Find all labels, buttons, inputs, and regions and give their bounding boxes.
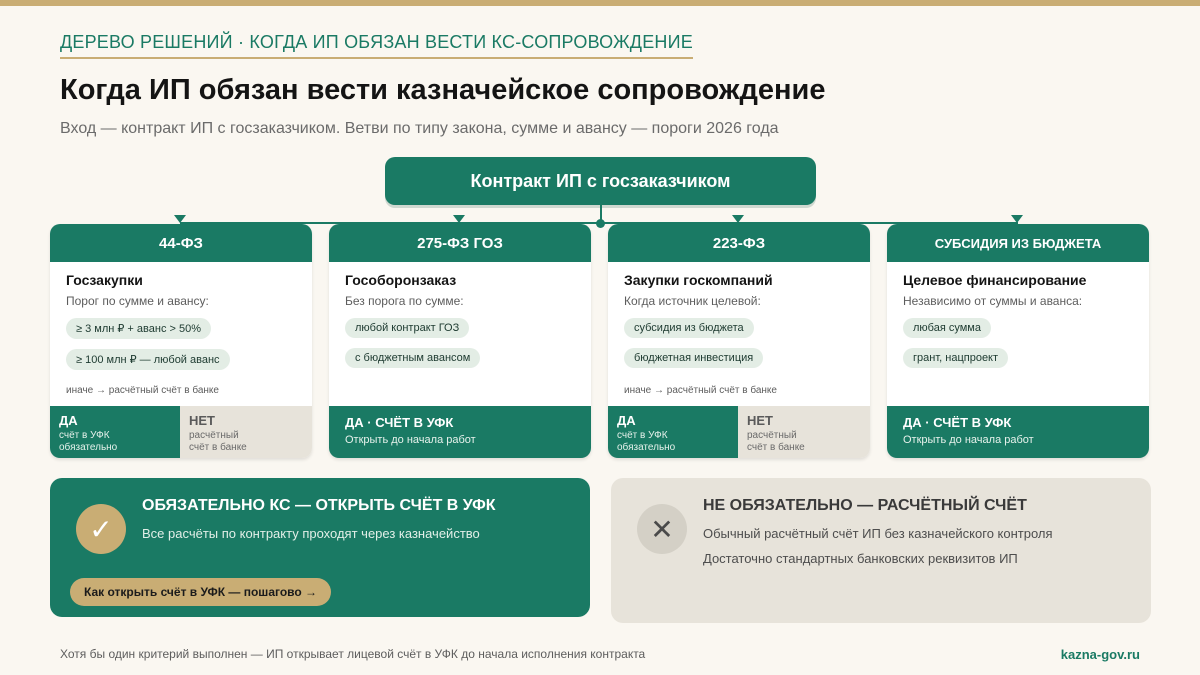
- criterion-chip: ≥ 3 млн ₽ + аванс > 50%: [66, 318, 211, 339]
- card-header: 44-ФЗ: [50, 224, 312, 262]
- root-node: Контракт ИП с госзаказчиком: [385, 157, 816, 205]
- card-condition: Без порога по сумме:: [345, 294, 464, 308]
- card-name: Закупки госкомпаний: [624, 272, 773, 288]
- page-subtitle: Вход — контракт ИП с госзаказчиком. Ветви по типу закона, сумме и авансу — пороги 2026 года: [60, 120, 779, 137]
- footnote: Хотя бы один критерий выполнен — ИП открывает лицевой счёт в УФК до начала исполнения контракта: [60, 647, 646, 661]
- outcome-yes: ДА · СЧЁТ В УФК Открыть до начала работ: [329, 406, 591, 458]
- arrow-down-icon: [732, 215, 744, 223]
- criterion-chip: с бюджетным авансом: [345, 348, 480, 368]
- arrow-down-icon: [453, 215, 465, 223]
- arrow-down-icon: [1011, 215, 1023, 223]
- result-optional-text: Обычный расчётный счёт ИП без казначейского контроля: [703, 526, 1053, 541]
- criterion-chip: любой контракт ГОЗ: [345, 318, 469, 338]
- criterion-chip: субсидия из бюджета: [624, 318, 754, 338]
- eyebrow-label: ДЕРЕВО РЕШЕНИЙ · КОГДА ИП ОБЯЗАН ВЕСТИ КС-СОПРОВОЖДЕНИЕ: [60, 32, 693, 59]
- criterion-chip: любая сумма: [903, 318, 991, 338]
- open-ufk-account-button[interactable]: Как открыть счёт в УФК — пошагово →: [70, 578, 331, 606]
- branch-card-275fz: [329, 224, 591, 458]
- card-header: СУБСИДИЯ ИЗ БЮДЖЕТА: [887, 224, 1149, 262]
- result-optional-text: Достаточно стандартных банковских реквизитов ИП: [703, 551, 1018, 566]
- result-mandatory-title: ОБЯЗАТЕЛЬНО КС — ОТКРЫТЬ СЧЁТ В УФК: [142, 497, 496, 514]
- site-link[interactable]: kazna-gov.ru: [1060, 647, 1140, 662]
- card-name: Гособоронзаказ: [345, 272, 457, 288]
- result-mandatory-panel: [50, 478, 590, 617]
- outcome-yes: ДА счёт в УФК обязательно: [608, 406, 738, 458]
- outcome-no: НЕТ расчётный счёт в банке: [180, 406, 312, 458]
- page-title: Когда ИП обязан вести казначейское сопровождение: [60, 74, 826, 106]
- card-header: 223-ФЗ: [608, 224, 870, 262]
- criterion-chip: бюджетная инвестиция: [624, 348, 763, 368]
- arrow-down-icon: [174, 215, 186, 223]
- outcome-yes: ДА · СЧЁТ В УФК Открыть до начала работ: [887, 406, 1149, 458]
- outcome-yes: ДА счёт в УФК обязательно: [50, 406, 180, 458]
- card-condition: Независимо от суммы и аванса:: [903, 294, 1083, 308]
- connector-dot: [596, 219, 605, 228]
- result-optional-title: НЕ ОБЯЗАТЕЛЬНО — РАСЧЁТНЫЙ СЧЁТ: [703, 497, 1027, 514]
- card-condition: Когда источник целевой:: [624, 294, 761, 308]
- result-mandatory-text: Все расчёты по контракту проходят через казначейство: [142, 526, 480, 541]
- close-icon: ✕: [637, 504, 687, 554]
- check-icon: ✓: [76, 504, 126, 554]
- card-header: 275-ФЗ ГОЗ: [329, 224, 591, 262]
- card-name: Целевое финансирование: [903, 272, 1087, 288]
- criterion-chip: ≥ 100 млн ₽ — любой аванс: [66, 349, 230, 370]
- otherwise-note: иначе → расчётный счёт в банке: [66, 385, 219, 396]
- outcome-no: НЕТ расчётный счёт в банке: [738, 406, 870, 458]
- branch-card-44fz: [50, 224, 312, 458]
- otherwise-note: иначе → расчётный счёт в банке: [624, 385, 777, 396]
- branch-card-subsidy: [887, 224, 1149, 458]
- card-condition: Порог по сумме и авансу:: [66, 294, 209, 308]
- card-name: Госзакупки: [66, 272, 143, 288]
- top-accent-bar: [0, 0, 1200, 6]
- criterion-chip: грант, нацпроект: [903, 348, 1008, 368]
- branch-card-223fz: [608, 224, 870, 458]
- result-optional-panel: [611, 478, 1151, 623]
